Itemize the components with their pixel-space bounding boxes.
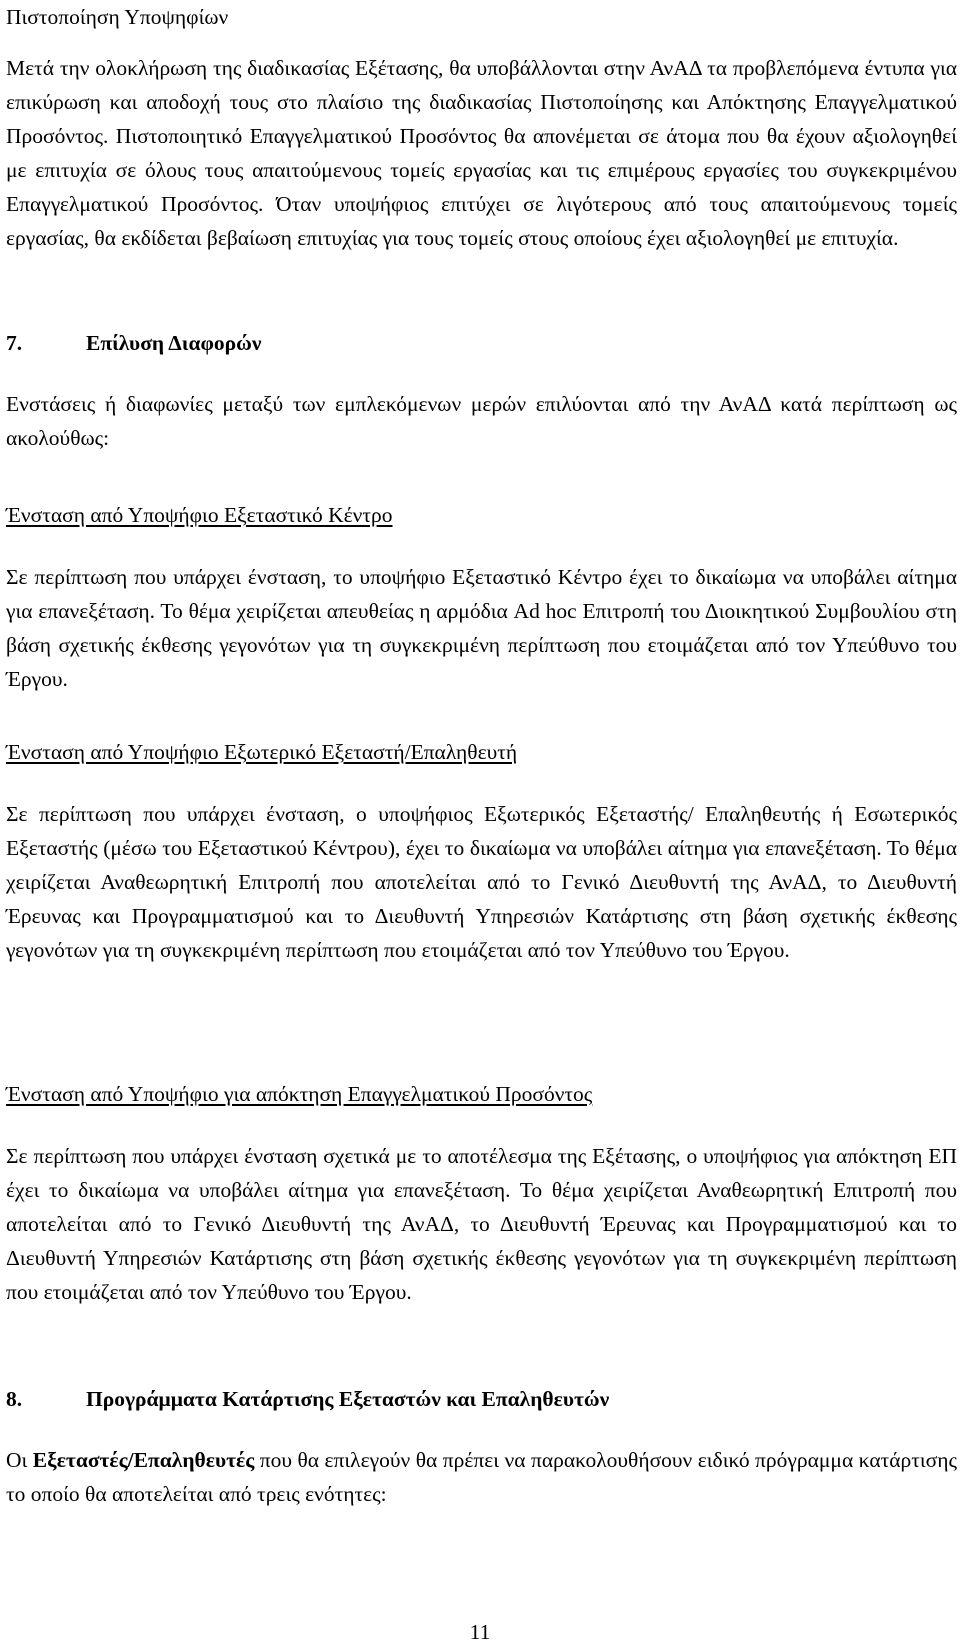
subsection-heading-candidate — [6, 1077, 957, 1111]
subsection-text-exam-centre: Σε περίπτωση που υπάρχει ένσταση, το υποψήφιο Εξεταστικό Κέντρο έχει το δικαίωμα να υποβάλει αίτημα για επανεξέταση. Το θέμα χειρίζεται απευθείας η αρμόδια Ad hoc Επιτροπή του Διοικητικού Συμβουλίου στη βάση σχετικής έκθεσης γεγονότων για τη συγκεκριμένη περίπτωση που ετοιμάζεται από τον Υπεύθυνο του Έργου. — [6, 565, 957, 691]
section-7-heading — [6, 326, 957, 360]
page-number: 11 — [469, 1620, 491, 1644]
subsection-text-external-examiner: Σε περίπτωση που υπάρχει ένσταση, ο υποψήφιος Εξωτερικός Εξεταστής/ Επαληθευτής ή Εσωτερικός Εξεταστής (μέσω του Εξεταστικού Κέντρου), έχει το δικαίωμα να υποβάλει αίτημα για επανεξέταση. Το θέμα χειρίζεται Αναθεωρητική Επιτροπή που αποτελείται από το Γενικό Διευθυντή της ΑνΑΔ, το Διευθυντή Έρευνας και Προγραμματισμού και το Διευθυντή Υπηρεσιών Κατάρτισης στη βάση σχετικής έκθεσης γεγονότων για τη συγκεκριμένη περίπτωση που ετοιμάζεται από τον Υπεύθυνο του Έργου. — [6, 802, 957, 962]
certification-title: Πιστοποίηση Υποψηφίων — [6, 5, 229, 29]
section-7-number: 7. — [6, 331, 23, 355]
section-7-title: Επίλυση Διαφορών — [86, 331, 262, 355]
section-8-heading — [6, 1382, 957, 1416]
subsection-heading-external-examiner — [6, 735, 957, 769]
section-8-text-bold: Εξεταστές/Επαληθευτές — [32, 1448, 255, 1472]
section-8-text-prefix: Οι — [6, 1448, 33, 1472]
section-8-text-rest: που θα επιλεγούν θα πρέπει να παρακολουθήσουν ειδικό πρόγραμμα κατάρτισης το οποίο θα αποτελείται από τρεις ενότητες: — [6, 1448, 957, 1506]
section-8-title: Προγράμματα Κατάρτισης Εξεταστών και Επαληθευτών — [86, 1387, 610, 1411]
section-8-paragraph — [6, 1443, 957, 1511]
subsection-text-candidate: Σε περίπτωση που υπάρχει ένσταση σχετικά με το αποτέλεσμα της Εξέτασης, ο υποψήφιος για απόκτηση ΕΠ έχει το δικαίωμα να υποβάλει αίτημα για επανεξέταση. Το θέμα χειρίζεται Αναθεωρητική Επιτροπή που αποτελείται από το Γενικό Διευθυντή της ΑνΑΔ, το Διευθυντή Έρευνας και Προγραμματισμού και το Διευθυντή Υπηρεσιών Κατάρτισης στη βάση σχετικής έκθεσης γεγονότων για τη συγκεκριμένη περίπτωση που ετοιμάζεται από τον Υπεύθυνο του Έργου. — [6, 1144, 957, 1304]
subsection-heading-exam-centre-text: Ένσταση από Υποψήφιο Εξεταστικό Κέντρο — [6, 503, 393, 527]
subsection-heading-exam-centre — [6, 498, 957, 532]
section-8-number: 8. — [6, 1387, 23, 1411]
section-7-intro: Ενστάσεις ή διαφωνίες μεταξύ των εμπλεκόμενων μερών επιλύονται από την ΑνΑΔ κατά περίπτωση ως ακολούθως: — [6, 392, 957, 450]
certification-paragraph: Μετά την ολοκλήρωση της διαδικασίας Εξέτασης, θα υποβάλλονται στην ΑνΑΔ τα προβλεπόμενα έντυπα για επικύρωση και αποδοχή τους στο πλαίσιο της διαδικασίας Πιστοποίησης και Απόκτησης Επαγγελματικού Προσόντος. Πιστοποιητικό Επαγγελματικού Προσόντος θα απονέμεται σε άτομα που θα έχουν αξιολογηθεί με επιτυχία σε όλους τους απαιτούμενους τομείς εργασίας και τις επιμέρους εργασίες του συγκεκριμένου Επαγγελματικού Προσόντος. Όταν υποψήφιος επιτύχει σε λιγότερους από τους απαιτούμενους τομείς εργασίας, θα εκδίδεται βεβαίωση επιτυχίας για τους τομείς στους οποίους έχει αξιολογηθεί με επιτυχία. — [6, 56, 957, 250]
subsection-heading-candidate-text: Ένσταση από Υποψήφιο για απόκτηση Επαγγελματικού Προσόντος — [6, 1082, 593, 1106]
subsection-heading-external-examiner-text: Ένσταση από Υποψήφιο Εξωτερικό Εξεταστή/Επαληθευτή — [6, 740, 518, 764]
